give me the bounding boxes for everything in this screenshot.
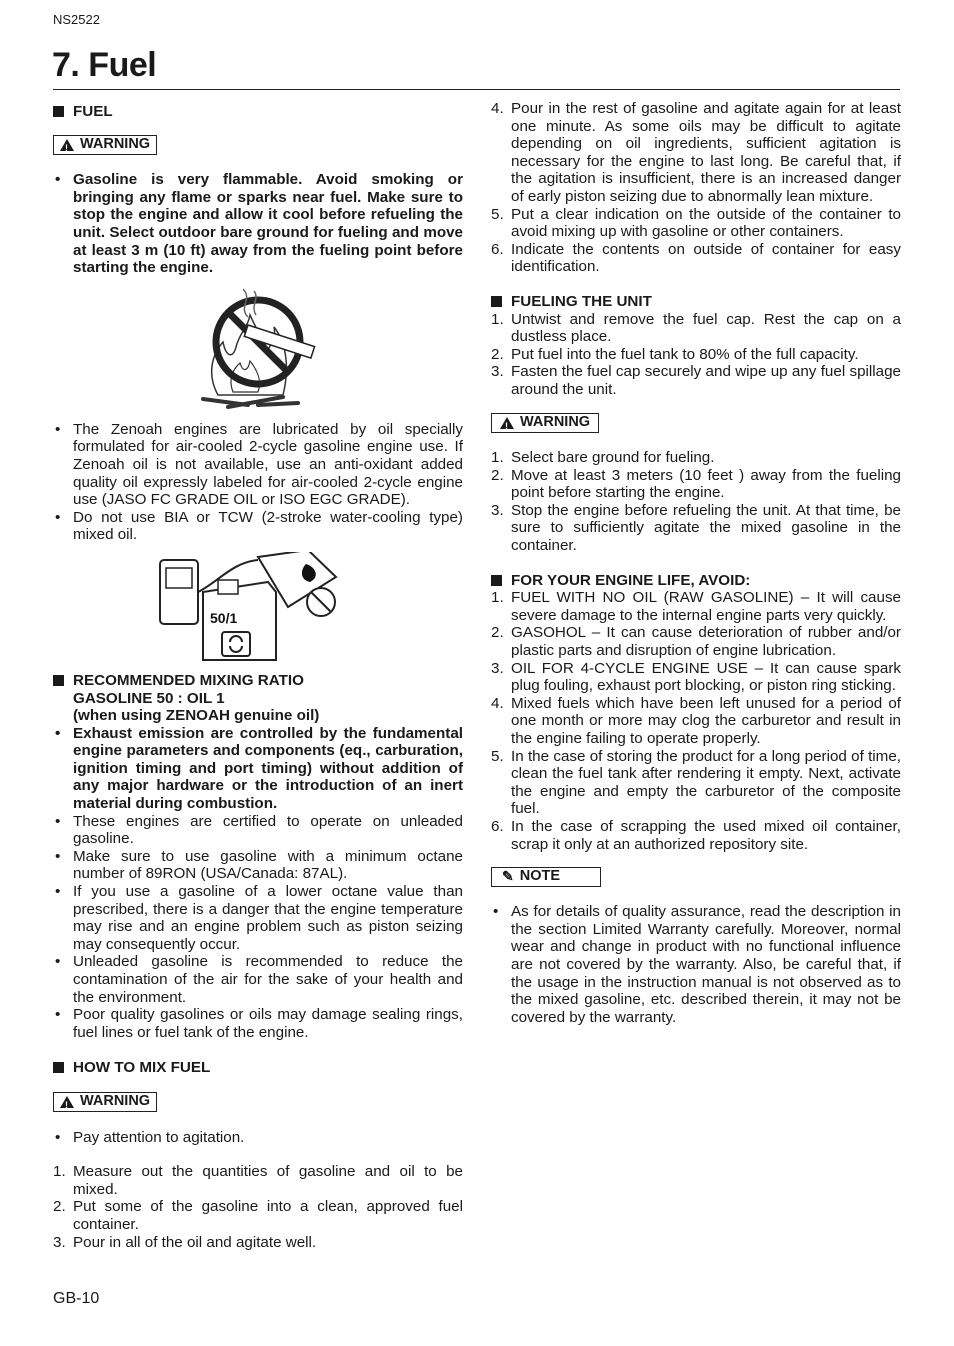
warning-triangle-icon bbox=[60, 139, 74, 151]
list-item: 1. Untwist and remove the fuel cap. Rest the cap on a dustless place. bbox=[491, 310, 901, 346]
list-item: 1. Select bare ground for fueling. bbox=[491, 449, 715, 467]
list-item: 2. GASOHOL – It can cause deterioration of rubber and/or plastic parts and disruption of engine lubrication. bbox=[491, 624, 901, 660]
no-smoking-illustration bbox=[188, 287, 328, 413]
list-item: 6. Indicate the contents on outside of container for easy identification. bbox=[491, 240, 901, 276]
note-icon: ✎ bbox=[502, 868, 514, 885]
fueling-warning-steps bbox=[491, 449, 901, 555]
list-item: 3. Fasten the fuel cap securely and wipe up any fuel spillage around the unit. bbox=[491, 363, 901, 398]
avoid-steps-list bbox=[491, 589, 901, 853]
can-ratio-label: 50/1 bbox=[210, 609, 238, 626]
page-number: GB-10 bbox=[53, 1290, 100, 1307]
fuel-heading: FUEL bbox=[53, 103, 463, 121]
note-box: ✎ NOTE bbox=[491, 867, 901, 887]
list-item: 5. In the case of storing the product for a long period of time, clean the fuel tank after rendering it empty. Next, activate the engine and empty the carburetor of the composite fuel. bbox=[491, 747, 901, 818]
document-code: NS2522 bbox=[53, 12, 100, 27]
page-title: 7. Fuel bbox=[52, 46, 157, 84]
right-column bbox=[491, 100, 901, 1026]
list-item: • Make sure to use gasoline with a minimum octane number of 89RON (USA/Canada: 87AL). bbox=[53, 848, 463, 883]
list-item: 4. Mixed fuels which have been left unused for a period of one month or more may clog the carburetor and result in the engine failing to operate properly. bbox=[491, 694, 901, 747]
list-item: 3. OIL FOR 4-CYCLE ENGINE USE – It can cause spark plug fouling, exhaust port blocking, or piston ring sticking. bbox=[491, 659, 901, 695]
mix-warning-box: ! WARNING bbox=[53, 1092, 463, 1113]
list-item: • If you use a gasoline of a lower octane value than prescribed, there is a danger that the engine temperature may rise and an engine problem such as piston seizing may consequently occur. bbox=[53, 883, 463, 953]
warning-triangle-icon bbox=[60, 1096, 74, 1108]
list-item: 5. Put a clear indication on the outside of the container to avoid mixing up with gasoline or other containers. bbox=[491, 205, 901, 241]
list-item: 2. Put some of the gasoline into a clean, approved fuel container. bbox=[53, 1198, 463, 1233]
warning-triangle-icon bbox=[500, 417, 514, 429]
note-list bbox=[491, 903, 901, 1026]
list-item: • These engines are certified to operate on unleaded gasoline. bbox=[53, 813, 463, 848]
list-item: 2. Move at least 3 meters (10 feet ) away from the fueling point before starting the engine. bbox=[491, 466, 901, 502]
left-column bbox=[53, 100, 463, 1251]
fuel-warning-box: ! WARNING bbox=[53, 135, 463, 156]
ratio-heading: RECOMMENDED MIXING RATIO GASOLINE 50 : OIL 1 (when using ZENOAH genuine oil) bbox=[53, 672, 463, 725]
mix-steps-list bbox=[53, 1163, 463, 1251]
list-item: 3. Pour in all of the oil and agitate well. bbox=[53, 1233, 317, 1251]
list-item: • Poor quality gasolines or oils may damage sealing rings, fuel lines or fuel tank of the engine. bbox=[53, 1006, 463, 1041]
list-item: 1. FUEL WITH NO OIL (RAW GASOLINE) – It will cause severe damage to the internal engine parts very quickly. bbox=[491, 589, 901, 624]
ratio-list bbox=[53, 725, 463, 1042]
square-bullet-icon bbox=[491, 575, 502, 586]
list-item: • Exhaust emission are controlled by the fundamental engine parameters and components (eq., carburation, ignition timing and port timing) without addition of any major hardware or the introduction of an inert material during combustion. bbox=[53, 725, 463, 813]
square-bullet-icon bbox=[53, 106, 64, 117]
title-divider bbox=[53, 89, 900, 90]
fueling-warning-box: ! WARNING bbox=[491, 413, 901, 434]
mix-heading: HOW TO MIX FUEL bbox=[53, 1059, 463, 1077]
oil-list bbox=[53, 421, 463, 544]
list-item: • Pay attention to agitation. bbox=[53, 1129, 463, 1147]
list-item: 6. In the case of scrapping the used mixed oil container, scrap it only at an authorized repository site. bbox=[491, 817, 901, 853]
fuel-warning-list bbox=[53, 171, 463, 277]
avoid-heading: FOR YOUR ENGINE LIFE, AVOID: bbox=[491, 572, 901, 590]
mix-steps-continued bbox=[491, 100, 901, 276]
list-item: • Unleaded gasoline is recommended to reduce the contamination of the air for the sake of your health and the environment. bbox=[53, 953, 463, 1006]
square-bullet-icon bbox=[491, 296, 502, 307]
list-item: 3. Stop the engine before refueling the unit. At that time, be sure to sufficiently agitate the mixed gasoline in the container. bbox=[491, 501, 901, 555]
list-item: • Gasoline is very flammable. Avoid smoking or bringing any flame or sparks near fuel. Make sure to stop the engine and allow it cool before refueling the unit. Select outdoor bare ground for fueling and move at least 3 m (10 ft) away from the fueling point before starting the engine. bbox=[53, 171, 463, 277]
square-bullet-icon bbox=[53, 1062, 64, 1073]
list-item: 1. Measure out the quantities of gasoline and oil to be mixed. bbox=[53, 1163, 463, 1198]
square-bullet-icon bbox=[53, 675, 64, 686]
fuel-can-illustration bbox=[158, 552, 358, 662]
list-item: 2. Put fuel into the fuel tank to 80% of the full capacity. bbox=[491, 345, 859, 363]
list-item: • Do not use BIA or TCW (2-stroke water-cooling type) mixed oil. bbox=[53, 509, 463, 544]
fueling-steps-list bbox=[491, 311, 901, 399]
mix-bullet-list bbox=[53, 1129, 463, 1147]
list-item: • As for details of quality assurance, read the description in the section Limited Warranty carefully. Moreover, normal wear and change in product with no functional influence are not covered by the warranty. Also, be careful that, if the usage in the instruction manual is not observed as to the mixed gasoline, etc. described therein, it may not be covered by the warranty. bbox=[491, 903, 901, 1026]
list-item: • The Zenoah engines are lubricated by oil specially formulated for air-cooled 2-cycle gasoline engine use. If Zenoah oil is not available, use an anti-oxidant added quality oil expressly labeled for air-cooled 2-cycle engine use (JASO FC GRADE OIL or ISO EGC GRADE). bbox=[53, 421, 463, 509]
fueling-heading: FUELING THE UNIT bbox=[491, 293, 901, 311]
list-item: 4. Pour in the rest of gasoline and agitate again for at least one minute. As some oils may be difficult to agitate depending on oil ingredients, sufficient agitation is necessary for the engine to last long. Be careful that, if the agitation is insufficient, there is an increased danger of early piston seizing due to abnormally lean mixture. bbox=[491, 100, 901, 205]
